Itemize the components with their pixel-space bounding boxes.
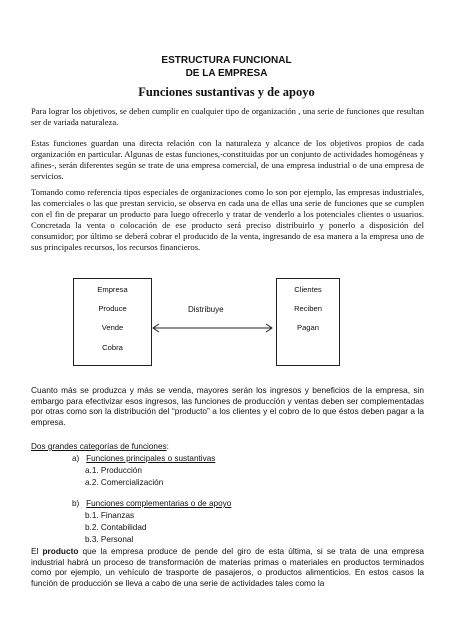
category-b-item-3: b.3. Personal (85, 535, 134, 544)
title-line-1: ESTRUCTURA FUNCIONAL (161, 55, 292, 66)
empresa-box (73, 278, 152, 366)
category-a-prefix: a) (72, 454, 80, 463)
paragraph-2: Estas funciones guardan una directa relación con la naturaleza y alcance de los objetivos propios de cada organización en particular. Algunas de estas funciones,-constituidas por un conjunto de actividades homogéneas y afines-, serán diferentes según se trate de una empresa comercial, de una empresa industrial o de una empresa de servicios. (31, 138, 424, 181)
empresa-label: Empresa (97, 285, 128, 294)
paragraph-5-rest: que la empresa produce de pende del giro de esta última, si se trata de una empresa industrial habrá un proceso de transformación de materias primas o materiales en productos terminados como por ejemplo, un vehículo de trasporte de pasajeros, o productos alimenticios. En estos casos la función de producción se lleva a cabo de una serie de actividades tales como la (31, 546, 424, 588)
category-a (72, 454, 215, 464)
clientes-label: Clientes (294, 285, 322, 294)
clientes-box (276, 278, 340, 366)
categories-heading-text: Dos grandes categorías de funciones (31, 442, 167, 451)
title-line-2: DE LA EMPRESA (185, 68, 268, 79)
cobra-label: Cobra (102, 343, 123, 352)
paragraph-4: Cuanto más se produzca y más se venda, mayores serán los ingresos y beneficios de la empresa, sin embargo para efectivizar esos ingresos, las funciones de producción y ventas deben ser complementadas por otras como son la distribución del “producto” a los clientes y el cobro de lo que éstos deben pagar a la empresa. (31, 385, 424, 427)
categories-heading-colon: : (166, 442, 169, 451)
category-a-item-1: a.1. Producción (85, 466, 142, 475)
paragraph-5-start: El (31, 546, 43, 556)
paragraph-1: Para lograr los objetivos, se deben cumplir en cualquier tipo de organización , una serie de funciones que resultan ser de variada naturaleza. (31, 106, 424, 127)
category-b (72, 499, 231, 509)
category-b-label: Funciones complementarias o de apoyo (86, 499, 232, 508)
subtitle: Funciones sustantivas y de apoyo (138, 85, 315, 99)
category-b-item-2: b.2. Contabilidad (85, 523, 147, 532)
category-a-item-2: a.2. Comercialización (85, 478, 164, 487)
produce-label: Produce (98, 304, 127, 313)
distribuye-label: Distribuye (188, 305, 224, 314)
vende-label: Vende (101, 323, 124, 332)
category-b-item-1: b.1. Finanzas (85, 511, 135, 520)
double-arrow-icon (150, 322, 275, 334)
paragraph-3: Tomando como referencia tipos especiales de organizaciones como lo son por ejemplo, las empresas industriales, las comerciales o las que prestan servicio, se observa en cada una de ellas una serie de funciones que se cumplen con el fin de preparar un producto para luego ofrecerlo y tratar de venderlo a los potenciales clientes o usuarios. Concretada la venta o colocación de ese producto será preciso distribuirlo y ponerlo a disposición del consumidor; por último se deberá cobrar el producido de la venta, ingresando de esa manera a la empresa uno de sus principales recursos, los recursos financieros. (31, 187, 424, 252)
paragraph-5 (31, 546, 424, 588)
reciben-label: Reciben (294, 304, 322, 313)
categories-heading (31, 442, 169, 452)
pagan-label: Pagan (297, 323, 319, 332)
category-a-label: Funciones principales o sustantivas (86, 454, 216, 463)
paragraph-5-bold-term: producto (42, 546, 79, 556)
category-b-prefix: b) (72, 499, 80, 508)
